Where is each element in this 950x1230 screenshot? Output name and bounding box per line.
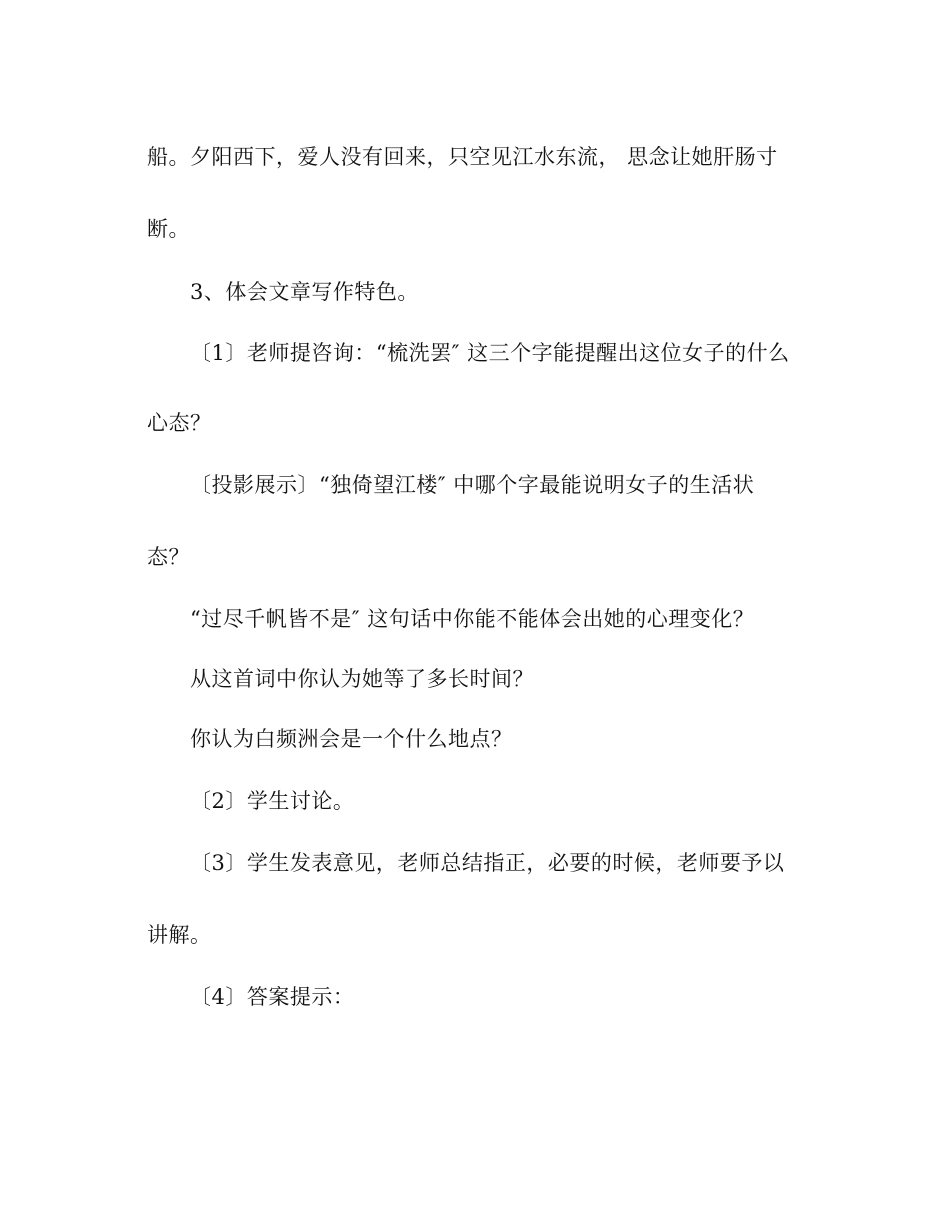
paragraph-line: 〔3〕学生发表意见，老师总结指正，必要的时候，老师要予以 [190,851,785,875]
paragraph-line: 〔4〕答案提示： [190,985,355,1009]
paragraph-line: “过尽千帆皆不是″ 这句话中你能不能体会出她的心理变化？ [190,607,755,631]
paragraph-line: 〔2〕学生讨论。 [190,789,355,813]
paragraph-line: 心态？ [147,411,212,435]
paragraph-line: 船。夕阳西下，爱人没有回来，只空见江水东流， 思念让她肝肠寸 [147,145,778,169]
paragraph-line: 讲解。 [147,923,212,947]
section-heading: 3、体会文章写作特色。 [190,280,419,304]
paragraph-line: 断。 [147,217,190,241]
paragraph-line: 〔投影展示〕“独倚望江楼″ 中哪个字最能说明女子的生活状 [190,473,755,497]
paragraph-line: 态？ [147,545,190,569]
paragraph-line: 〔1〕老师提咨询：“梳洗罢″ 这三个字能提醒出这位女子的什么 [190,341,790,365]
paragraph-line: 你认为白频洲会是一个什么地点？ [190,727,513,751]
paragraph-line: 从这首词中你认为她等了多长时间？ [190,667,534,691]
